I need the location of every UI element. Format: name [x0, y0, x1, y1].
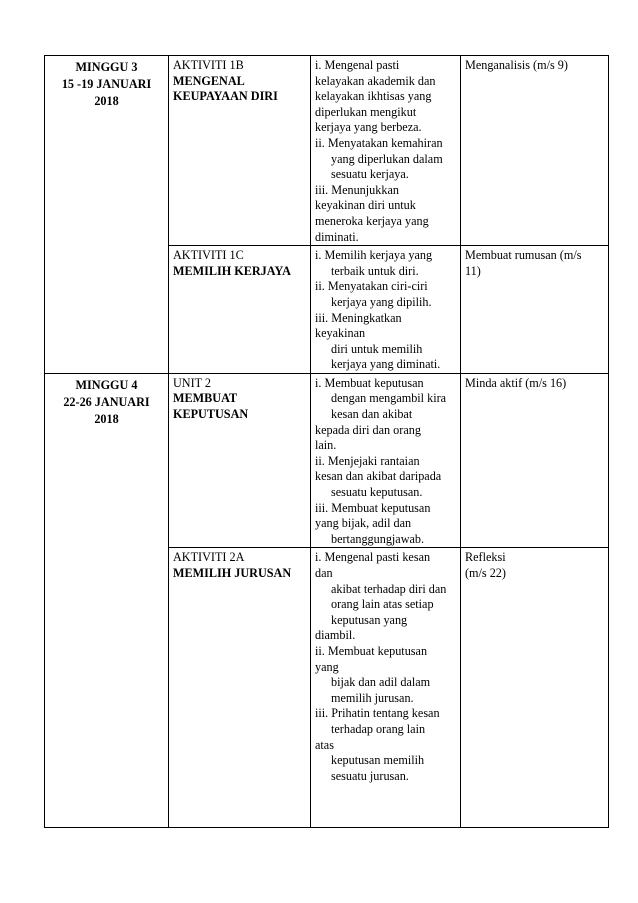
objective-line: ii. Menyatakan kemahiran — [315, 135, 443, 150]
week-line: MINGGU 4 — [75, 377, 138, 392]
assessment-line: 11) — [465, 263, 481, 278]
objective-line: ii. Menjejaki rantaian — [315, 453, 420, 468]
activity-name: KEUPAYAAN DIRI — [173, 89, 278, 104]
objective-line: bijak dan adil dalam — [331, 675, 431, 690]
objective-line: iii. Meningkatkan — [315, 310, 402, 325]
week-line: 2018 — [94, 411, 119, 426]
objective-line: terhadap orang lain — [331, 721, 426, 736]
objectives-cell — [311, 246, 461, 374]
objective-line: diambil. — [315, 628, 356, 643]
objective-line: meneroka kerjaya yang — [315, 213, 429, 228]
objective-line: atas — [315, 737, 334, 752]
objective-line: keyakinan — [315, 326, 366, 341]
objective-line: kelayakan akademik dan — [315, 73, 436, 88]
objective-line: keputusan memilih — [331, 753, 425, 768]
week-line: 22-26 JANUARI — [63, 394, 150, 409]
activity-cell — [169, 548, 311, 828]
objective-line: i. Membuat keputusan — [315, 375, 424, 390]
objective-line: ii. Menyatakan ciri-ciri — [315, 279, 428, 294]
assessment-cell — [461, 548, 609, 828]
objective-line: kesan dan akibat daripada — [315, 469, 442, 484]
assessment-line: Menganalisis (m/s 9) — [465, 58, 568, 72]
week-line: 15 -19 JANUARI — [61, 77, 152, 91]
objective-line: orang lain atas setiap — [331, 597, 434, 612]
activity-name: MENGENAL — [173, 73, 245, 88]
activity-code: AKTIVITI 1B — [173, 58, 244, 72]
objective-line: kepada diri dan orang — [315, 422, 421, 437]
week-line: 2018 — [94, 94, 119, 108]
assessment-line: (m/s 22) — [465, 566, 506, 580]
assessment-cell — [461, 56, 609, 246]
objective-line: diperlukan mengikut — [315, 104, 417, 119]
activity-name: MEMILIH KERJAYA — [173, 263, 291, 278]
objective-line: sesuatu jurusan. — [331, 768, 409, 783]
objective-line: akibat terhadap diri dan — [331, 581, 447, 596]
objective-line: yang — [315, 659, 339, 674]
objective-line: keputusan yang — [331, 612, 408, 627]
objective-line: kerjaya yang dipilih. — [331, 294, 432, 309]
week-cell — [45, 373, 169, 828]
week-line: MINGGU 3 — [75, 60, 138, 74]
objective-line: kelayakan ikhtisas yang — [315, 89, 432, 104]
objective-line: i. Mengenal pasti kesan — [315, 550, 431, 565]
objective-line: i. Mengenal pasti — [315, 58, 400, 72]
table-body — [45, 56, 609, 828]
objective-line: yang diperlukan dalam — [331, 151, 443, 166]
activity-cell — [169, 246, 311, 374]
objective-line: kerjaya yang diminati. — [331, 357, 441, 372]
objective-line: i. Memilih kerjaya yang — [315, 248, 433, 263]
objective-line: dengan mengambil kira — [331, 391, 447, 406]
activity-cell — [169, 373, 311, 548]
activity-name: MEMILIH JURUSAN — [173, 566, 292, 580]
objective-line: iii. Menunjukkan — [315, 182, 399, 197]
lesson-plan-table — [44, 55, 609, 828]
objectives-cell — [311, 373, 461, 548]
objective-line: kesan dan akibat — [331, 407, 413, 422]
objective-line: bertanggungjawab. — [331, 531, 425, 546]
activity-name: MEMBUAT — [173, 391, 238, 406]
objective-line: sesuatu keputusan. — [331, 485, 423, 500]
objective-line: sesuatu kerjaya. — [331, 167, 409, 182]
activity-code: UNIT 2 — [173, 375, 212, 390]
table-row — [45, 56, 609, 246]
objective-line: kerjaya yang berbeza. — [315, 120, 422, 135]
objective-line: ii. Membuat keputusan — [315, 643, 428, 658]
assessment-cell — [461, 246, 609, 374]
assessment-line: Minda aktif (m/s 16) — [465, 375, 567, 390]
assessment-line: Refleksi — [465, 550, 506, 565]
objective-line: memilih jurusan. — [331, 690, 414, 705]
assessment-cell — [461, 373, 609, 548]
table-row — [45, 373, 609, 548]
objective-line: lain. — [315, 438, 337, 453]
assessment-line: Membuat rumusan (m/s — [465, 248, 582, 263]
objective-line: yang bijak, adil dan — [315, 516, 412, 531]
objective-line: iii. Membuat keputusan — [315, 500, 431, 515]
objectives-cell — [311, 56, 461, 246]
objective-line: iii. Prihatin tentang kesan — [315, 706, 440, 721]
objective-line: keyakinan diri untuk — [315, 198, 416, 213]
activity-name: KEPUTUSAN — [173, 407, 249, 422]
objectives-cell — [311, 548, 461, 828]
objective-line: diri untuk memilih — [331, 341, 423, 356]
activity-code: AKTIVITI 2A — [173, 550, 245, 565]
activity-cell — [169, 56, 311, 246]
objective-line: dan — [315, 566, 333, 580]
objective-line: diminati. — [315, 229, 359, 244]
activity-code: AKTIVITI 1C — [173, 248, 244, 263]
objective-line: terbaik untuk diri. — [331, 263, 419, 278]
week-cell — [45, 56, 169, 374]
